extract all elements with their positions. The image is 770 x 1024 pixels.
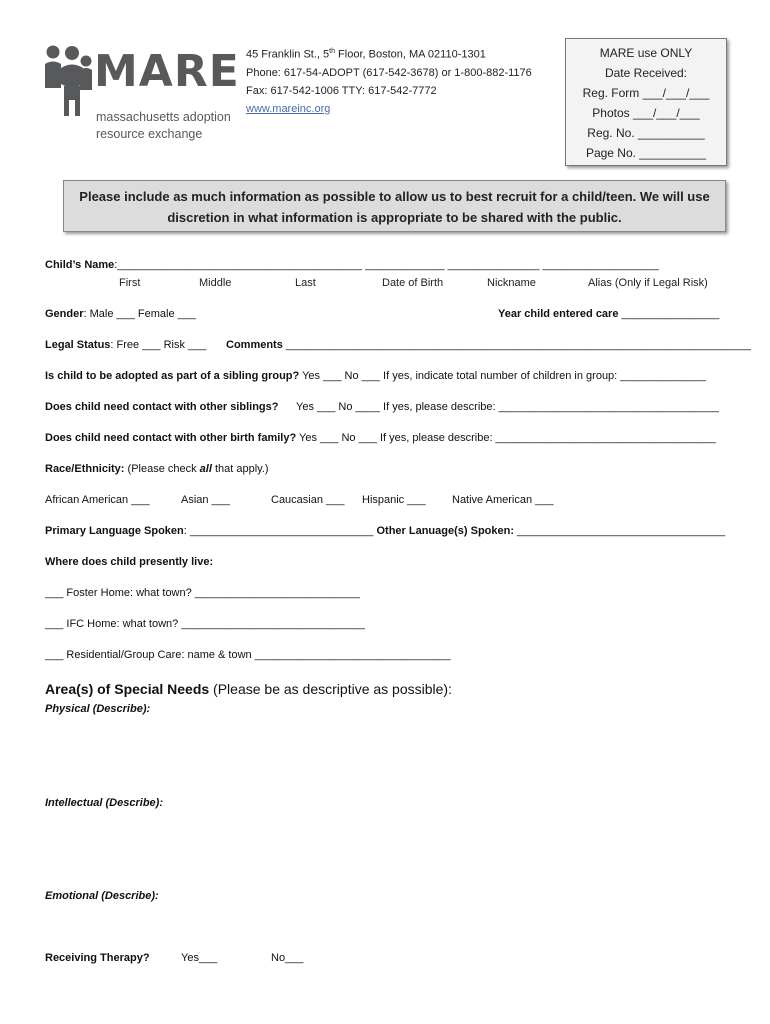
label-first: First xyxy=(119,277,141,289)
banner-line1: Please include as much information as possible to allow us to best recruit for a child/teen. We will use xyxy=(79,189,710,204)
reg-no-field: Reg. No. __________ xyxy=(587,126,705,140)
special-needs-heading: Area(s) of Special Needs (Please be as descriptive as possible): xyxy=(45,681,452,697)
race-option-native-american[interactable]: Native American ___ xyxy=(452,494,554,506)
logo-wordmark: MARE xyxy=(94,46,240,97)
label-last: Last xyxy=(295,277,316,289)
race-ethnicity-row: Race/Ethnicity: (Please check all that apply.) xyxy=(45,463,269,475)
other-language-input[interactable]: __________________________________ xyxy=(514,525,726,537)
intellectual-describe-label: Intellectual (Describe): xyxy=(45,797,163,809)
date-received-field: Date Received: xyxy=(604,66,688,80)
where-live-label: Where does child presently live: xyxy=(45,556,214,568)
reg-form-field: Reg. Form ___/___/___ xyxy=(582,86,710,100)
mare-logo xyxy=(42,44,242,144)
sibling-group-options[interactable]: Yes ___ No ___ If yes, indicate total number of children in group: ______________ xyxy=(299,370,706,382)
childs-name-row: Child’s Name:________________________________________ _____________ _______________ ___________________ xyxy=(45,259,659,271)
gender-row: Gender: Male ___ Female ___ xyxy=(45,308,197,320)
fax-line: Fax: 617-542-1006 TTY: 617-542-7772 xyxy=(246,85,437,97)
mare-use-only-box xyxy=(565,38,727,166)
contact-family-row: Does child need contact with other birth family? Yes ___ No ___ If yes, please describe: ____________________________________ xyxy=(45,432,716,444)
page-no-field: Page No. __________ xyxy=(585,146,707,160)
emotional-describe-label: Emotional (Describe): xyxy=(45,890,159,902)
therapy-yes-option[interactable]: Yes___ xyxy=(181,952,218,964)
legal-status-options[interactable]: : Free ___ Risk ___ xyxy=(110,339,207,351)
label-nickname: Nickname xyxy=(487,277,536,289)
therapy-no-option[interactable]: No___ xyxy=(271,952,304,964)
year-entered-care-input[interactable]: ________________ xyxy=(618,308,720,320)
language-row: Primary Language Spoken: ______________________________ Other Lanuage(s) Spoken: __________________________________ xyxy=(45,525,726,537)
label-middle: Middle xyxy=(199,277,232,289)
logo-subtitle-line2: resource exchange xyxy=(96,127,203,141)
race-option-hispanic[interactable]: Hispanic ___ xyxy=(362,494,426,506)
website-link[interactable]: www.mareinc.org xyxy=(246,103,331,115)
gender-options[interactable]: : Male ___ Female ___ xyxy=(83,308,197,320)
race-option-asian[interactable]: Asian ___ xyxy=(181,494,230,506)
contact-siblings-question: Does child need contact with other siblings? xyxy=(45,401,279,413)
label-date-of-birth: Date of Birth xyxy=(382,277,444,289)
receiving-therapy-label: Receiving Therapy? xyxy=(45,952,150,964)
instructions-banner xyxy=(63,180,726,232)
comments-row: Comments ____________________________________________________________________________ xyxy=(226,339,751,351)
childs-name-input[interactable]: :________________________________________ _____________ _______________ ___________________ xyxy=(114,259,659,271)
mare-box-title: MARE use ONLY xyxy=(599,46,693,60)
label-alias: Alias (Only if Legal Risk) xyxy=(588,277,708,289)
race-option-african-american[interactable]: African American ___ xyxy=(45,494,150,506)
logo-subtitle-line1: massachusetts adoption xyxy=(96,110,231,124)
address-line: 45 Franklin St., 5th Floor, Boston, MA 02110-1301 xyxy=(246,48,486,61)
sibling-group-row: Is child to be adopted as part of a sibling group? Yes ___ No ___ If yes, indicate total number of children in group: ______________ xyxy=(45,370,706,382)
banner-line2: discretion in what information is appropriate to be shared with the public. xyxy=(167,210,622,225)
ifc-home-option[interactable]: ___ IFC Home: what town? ______________________________ xyxy=(45,618,365,630)
phone-line: Phone: 617-54-ADOPT (617-542-3678) or 1-800-882-1176 xyxy=(246,67,532,79)
physical-describe-label: Physical (Describe): xyxy=(45,703,151,715)
photos-field: Photos ___/___/___ xyxy=(592,106,700,120)
year-entered-care-row: Year child entered care ________________ xyxy=(498,308,720,320)
primary-language-input[interactable]: : ______________________________ xyxy=(183,525,374,537)
foster-home-option[interactable]: ___ Foster Home: what town? ___________________________ xyxy=(45,587,360,599)
comments-input[interactable]: ____________________________________________________________________________ xyxy=(282,339,751,351)
contact-family-options[interactable]: Yes ___ No ___ If yes, please describe: ____________________________________ xyxy=(296,432,716,444)
residential-care-option[interactable]: ___ Residential/Group Care: name & town ________________________________ xyxy=(45,649,451,661)
legal-status-row: Legal Status: Free ___ Risk ___ xyxy=(45,339,207,351)
race-option-caucasian[interactable]: Caucasian ___ xyxy=(271,494,345,506)
contact-siblings-options[interactable]: Yes ___ No ____ If yes, please describe: ____________________________________ xyxy=(296,401,719,413)
family-icon xyxy=(42,44,98,124)
